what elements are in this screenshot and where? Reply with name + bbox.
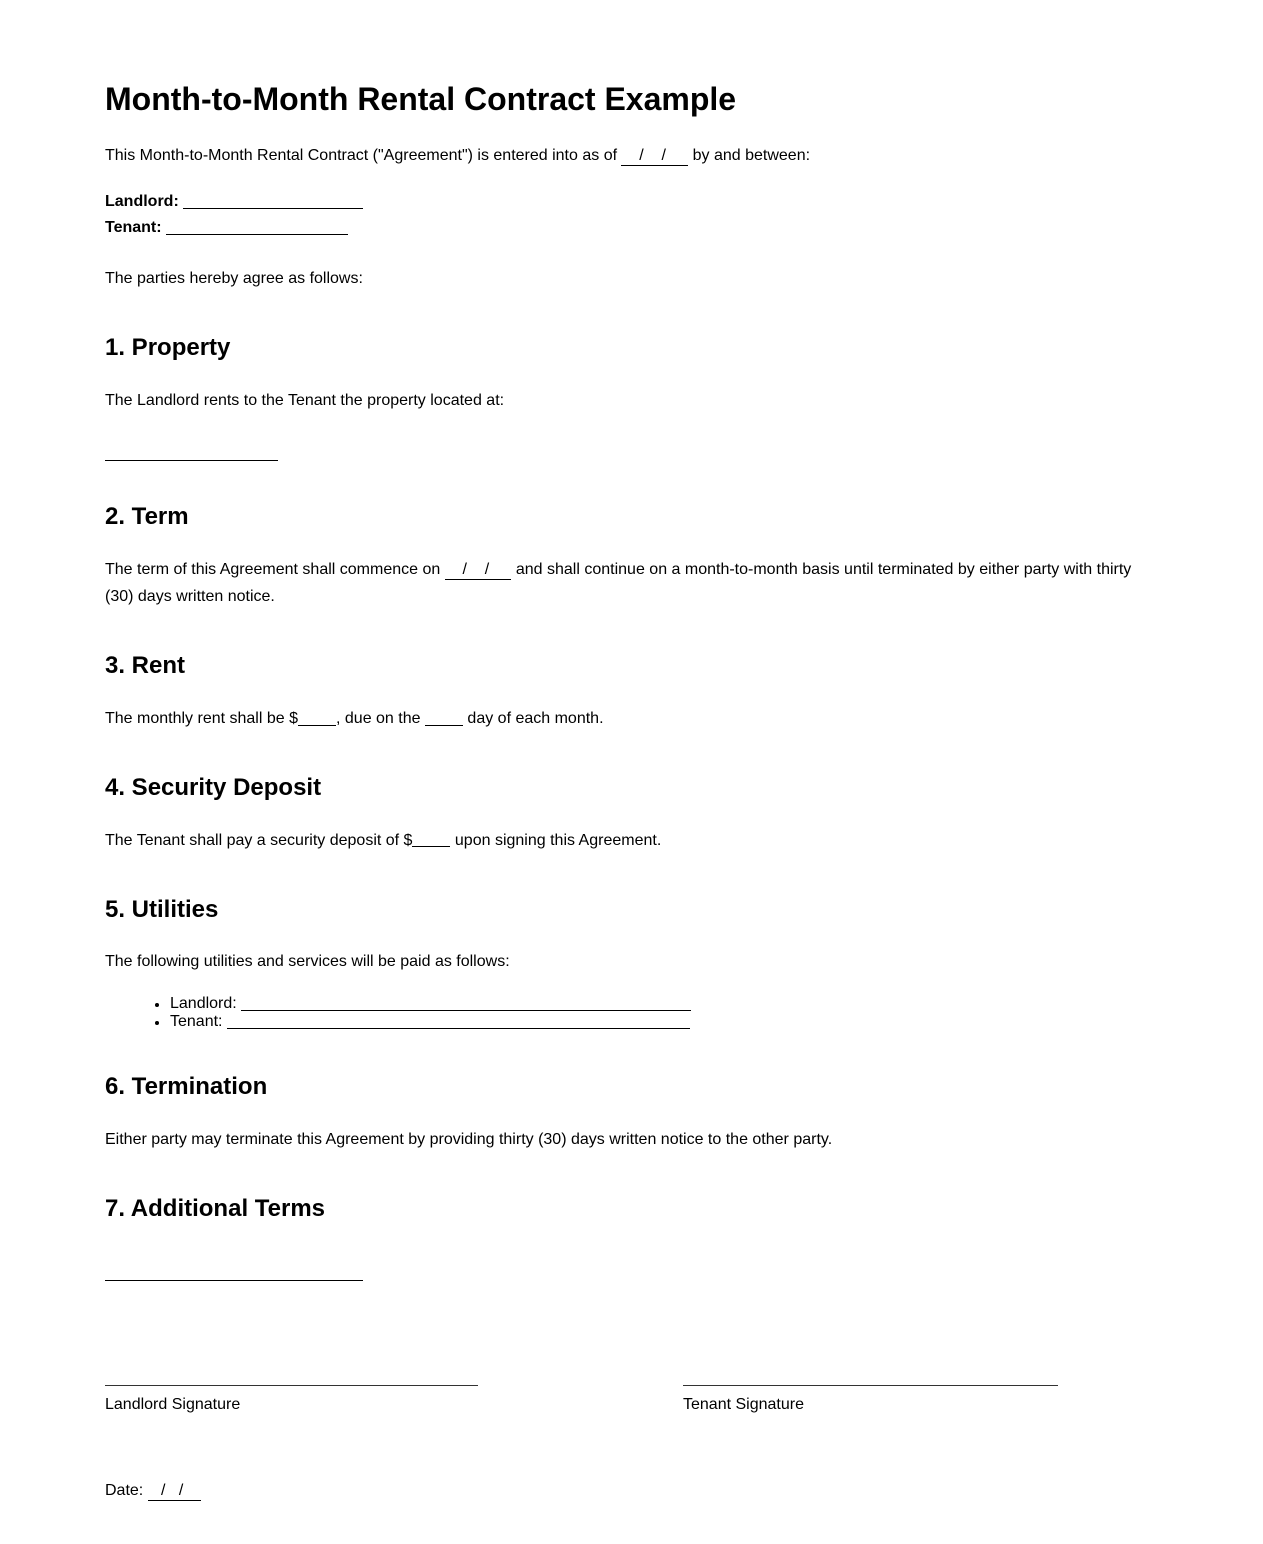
intro-text-before: This Month-to-Month Rental Contract ("Agreement") is entered into as of: [105, 147, 618, 165]
security-deposit-text: [105, 827, 1155, 854]
agree-text: The parties hereby agree as follows:: [105, 270, 363, 288]
rent-text-3: day of each month.: [467, 709, 604, 727]
landlord-signature-block: [105, 1385, 478, 1415]
agreement-date-blank: / /: [621, 147, 689, 165]
rent-day-blank: [425, 710, 463, 726]
termination-heading: 6. Termination: [105, 1073, 268, 1101]
term-heading: 2. Term: [105, 503, 189, 531]
security-deposit-text-1: The Tenant shall pay a security deposit of $: [105, 831, 413, 849]
security-deposit-amount-blank: [412, 831, 450, 847]
tenant-name-blank: [166, 219, 348, 235]
intro-paragraph: [105, 142, 1155, 169]
landlord-signature-line: [105, 1385, 478, 1386]
rent-text-1: The monthly rent shall be $: [105, 709, 298, 727]
property-address-blank: [105, 460, 278, 461]
utilities-text: The following utilities and services will be paid as follows:: [105, 953, 510, 971]
rent-amount-blank: [298, 710, 336, 726]
date-footer: [105, 1477, 1155, 1504]
tenant-label: Tenant:: [105, 219, 162, 237]
property-text: The Landlord rents to the Tenant the property located at:: [105, 392, 505, 410]
tenant-signature-line: [683, 1385, 1058, 1386]
section-utilities: [105, 896, 1155, 1032]
date-blank: / /: [147, 1481, 202, 1499]
utilities-tenant-label: Tenant:: [170, 1013, 223, 1031]
utilities-landlord-item: [170, 995, 1155, 1013]
term-date-blank: / /: [444, 560, 512, 578]
section-property: [105, 334, 1155, 461]
tenant-signature-label: Tenant Signature: [683, 1395, 804, 1413]
utilities-heading: 5. Utilities: [105, 895, 219, 923]
rent-text: [105, 705, 1155, 732]
section-security-deposit: [105, 774, 1155, 854]
landlord-line: [105, 189, 1155, 215]
date-label: Date:: [105, 1481, 144, 1499]
additional-terms-heading: 7. Additional Terms: [105, 1195, 326, 1223]
term-text: [105, 556, 1155, 610]
utilities-landlord-label: Landlord:: [170, 995, 237, 1013]
security-deposit-heading: 4. Security Deposit: [105, 773, 322, 801]
intro-text-after: by and between:: [692, 147, 811, 165]
termination-text: Either party may terminate this Agreement by providing thirty (30) days written notice to the other party.: [105, 1131, 833, 1149]
section-additional-terms: [105, 1195, 1155, 1281]
rent-text-2: , due on the: [336, 709, 421, 727]
utilities-tenant-blank: [227, 1013, 690, 1029]
term-text-after: and shall continue on a month-to-month basis until terminated by either party with thirty (30) days written notice.: [105, 560, 1132, 605]
parties-block: [105, 189, 1155, 241]
signature-row: [105, 1385, 1155, 1415]
rent-heading: 3. Rent: [105, 651, 186, 679]
utilities-list: [105, 995, 1155, 1031]
term-text-before: The term of this Agreement shall commence on: [105, 560, 441, 578]
utilities-landlord-blank: [241, 995, 691, 1011]
page-title: Month-to-Month Rental Contract Example: [105, 81, 737, 117]
tenant-signature-block: [683, 1385, 1058, 1415]
section-termination: [105, 1073, 1155, 1153]
landlord-label: Landlord:: [105, 193, 179, 211]
section-term: [105, 503, 1155, 610]
security-deposit-text-2: upon signing this Agreement.: [454, 831, 662, 849]
section-rent: [105, 652, 1155, 732]
property-heading: 1. Property: [105, 334, 231, 362]
utilities-tenant-item: [170, 1013, 1155, 1031]
landlord-name-blank: [183, 193, 363, 209]
landlord-signature-label: Landlord Signature: [105, 1395, 241, 1413]
additional-terms-blank: [105, 1280, 363, 1281]
tenant-line: [105, 215, 1155, 241]
